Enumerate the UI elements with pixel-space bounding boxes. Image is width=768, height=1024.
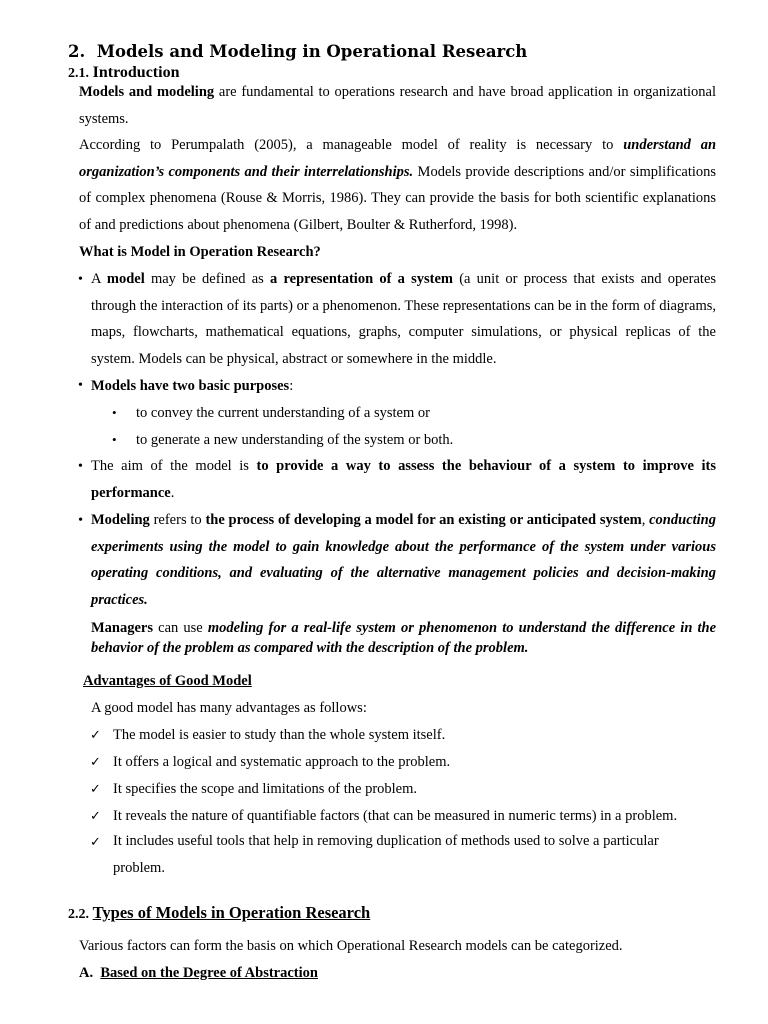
check-icon: ✓ [90, 781, 101, 796]
text: (a unit or process that exists and operates through the interaction of its parts) or a phenomenon. These representations can be in the form of diagrams, maps, flowcharts, mathematical equations, graphs, computer simulations, or physical replicas of the system. Models can be physical, abstract or somewhere in the middle. [91, 271, 717, 367]
bullet-icon: • [78, 272, 83, 287]
check-icon: ✓ [90, 834, 101, 849]
text: A [91, 271, 101, 287]
bullet-icon: • [78, 513, 83, 528]
sub-bullet-icon: • [112, 432, 117, 447]
subsection-heading [68, 903, 370, 923]
bullet-modeling [91, 507, 716, 613]
advantages-heading [83, 673, 252, 690]
sub-bullet-icon: • [112, 405, 117, 420]
intro-text: are fundamental to operations research and have broad application in organizational systems. [79, 84, 717, 127]
check-icon: ✓ [90, 727, 101, 742]
subheading-a [79, 965, 318, 982]
text: The aim of the model is [91, 458, 249, 474]
intro-emphasis: understand an organization’s components and their interrelationships. [79, 137, 717, 180]
text: : [289, 378, 294, 394]
check-icon: ✓ [90, 754, 101, 769]
bold-term: a representation of a system [270, 271, 453, 287]
advantage-item: It includes useful tools that help in removing duplication of methods used to solve a particular problem. [113, 833, 659, 876]
bullet-icon: • [78, 378, 83, 393]
emphasis: modeling for a real-life system or phenomenon to understand the difference in the behavior of the problem as compared with the description of the problem. [91, 620, 717, 656]
bold-term: Managers [91, 620, 154, 636]
text: refers to [153, 512, 202, 528]
intro-bold-term: Models and modeling [79, 84, 215, 100]
bullet-aim [91, 453, 716, 506]
text: may be defined as [150, 271, 264, 287]
bold-term: Modeling [91, 512, 150, 528]
bold-term: Models have two basic purposes [91, 378, 290, 394]
subsection-title: Types of Models in Operation Research [92, 903, 371, 922]
bullet-model-definition [91, 266, 716, 372]
bullet-purposes [91, 378, 293, 395]
text: can use [158, 620, 203, 636]
sub-bullet-1: to convey the current understanding of a system or [136, 405, 430, 421]
question-heading: What is Model in Operation Research? [79, 244, 321, 260]
advantage-item: It specifies the scope and limitations of the problem. [113, 781, 418, 797]
advantage-item: The model is easier to study than the whole system itself. [113, 727, 446, 743]
managers-paragraph [91, 618, 716, 658]
check-icon: ✓ [90, 808, 101, 823]
emphasis: conducting experiments using the model to gain knowledge about the performance of the system under various operating conditions, and evaluating of the alternative management policies and decision-making practices. [91, 512, 716, 608]
text: . [170, 484, 175, 501]
sub-bullet-2: to generate a new understanding of the system or both. [136, 432, 454, 448]
advantages-intro: A good model has many advantages as follows: [91, 700, 367, 716]
intro-paragraph-2 [79, 132, 716, 238]
section-number: 2. [68, 42, 86, 61]
heading-text: Advantages of Good Model [83, 673, 252, 689]
subheading-letter: A. [79, 965, 94, 981]
text: , [641, 512, 646, 528]
types-intro: Various factors can form the basis on which Operational Research models can be categorized. [79, 938, 623, 954]
advantage-item: It offers a logical and systematic approach to the problem. [113, 754, 451, 770]
bold-term: model [106, 271, 145, 287]
intro-paragraph-1 [79, 79, 716, 132]
subsection-number: 2.1. [68, 66, 89, 81]
subsection-number: 2.2. [68, 907, 89, 922]
bold-term: to provide a way to assess the behaviour of a system to improve its performance [91, 458, 716, 501]
advantage-item: It reveals the nature of quantifiable factors (that can be measured in numeric terms) in a problem. [113, 808, 678, 824]
subheading-title: Based on the Degree of Abstraction [100, 965, 318, 981]
section-title: Models and Modeling in Operational Research [96, 42, 528, 61]
bold-term: the process of developing a model for an existing or anticipated system [205, 512, 642, 528]
section-heading [68, 42, 527, 61]
intro-text: Models provide descriptions and/or simplifications of complex phenomena (Rouse & Morris, 1986). They can provide the basis for both scientific explanations of and predictions about phenomena (Gilbert, Boulter & Rutherford, 1998). [79, 163, 717, 233]
bullet-icon: • [78, 459, 83, 474]
subsection-title: Introduction [92, 64, 180, 81]
intro-text: According to Perumpalath (2005), a manageable model of reality is necessary to [79, 137, 614, 153]
